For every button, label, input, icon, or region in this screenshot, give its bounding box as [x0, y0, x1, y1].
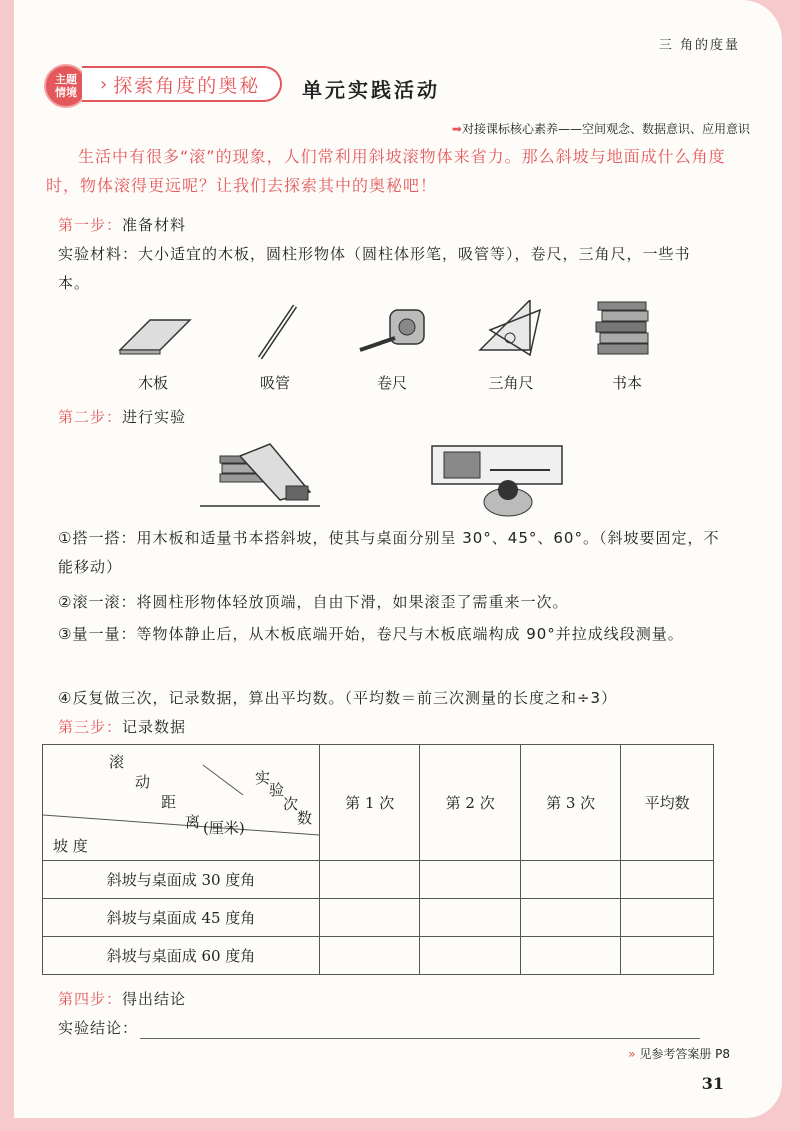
- hdr-roll-4: 离: [185, 813, 201, 831]
- materials-illustration: [110, 300, 670, 370]
- answer-reference: [628, 1045, 730, 1062]
- row-label-45: 斜坡与桌面成 45 度角: [43, 899, 320, 937]
- caption-books: 书本: [611, 374, 642, 392]
- chapter-header: 三 角的度量: [658, 38, 740, 53]
- core-literacy-note: [452, 120, 750, 137]
- step2-instruction-1: ①搭一搭：用木板和适量书本搭斜坡，使其与桌面分别呈 30°、45°、60°。（斜坡要固定，不能移动）: [58, 529, 720, 576]
- hdr-times-4: 数: [297, 809, 313, 827]
- col-header-4: 平均数: [621, 745, 714, 861]
- caption-straw: 吸管: [259, 374, 290, 392]
- core-note-text: 对接课标核心素养——空间观念、数据意识、应用意识: [461, 122, 750, 136]
- double-chevron-icon: »: [628, 1047, 636, 1061]
- diagonal-header-cell: [43, 745, 320, 861]
- experiment-illustration: [200, 434, 570, 518]
- tape-measure-icon: [360, 310, 424, 350]
- step4-label: 第四步：: [58, 990, 123, 1008]
- cell-60-avg[interactable]: [621, 937, 714, 975]
- step2-instruction-2: ②滚一滚：将圆柱形物体轻放顶端，自由下滑，如果滚歪了需重来一次。: [58, 593, 569, 611]
- row-label-30: 斜坡与桌面成 30 度角: [43, 861, 320, 899]
- step1-heading: [58, 214, 186, 235]
- answer-ref-text: 见参考答案册 P8: [639, 1047, 730, 1061]
- cell-30-1[interactable]: [320, 861, 420, 899]
- banner-text: 探索角度的奥秘: [113, 74, 261, 97]
- cell-45-3[interactable]: [520, 899, 620, 937]
- chevron-right-icon: ›: [100, 73, 110, 95]
- caption-triangle-ruler: 三角尺: [488, 374, 534, 392]
- step3-label: 第三步：: [58, 718, 123, 736]
- data-table: [42, 744, 714, 975]
- step2-label: 第二步：: [58, 408, 123, 426]
- table-row: [43, 899, 714, 937]
- hdr-unit: (厘米): [203, 819, 245, 837]
- row-label-60: 斜坡与桌面成 60 度角: [43, 937, 320, 975]
- step2-instruction-3: ③量一量：等物体静止后，从木板底端开始，卷尺与木板底端构成 90°并拉成线段测量。: [58, 625, 684, 643]
- badge-bottom-text: 情境: [55, 86, 77, 99]
- page-title: 单元实践活动: [302, 78, 440, 102]
- hdr-times-2: 验: [269, 781, 285, 799]
- col-header-2: 第 2 次: [420, 745, 520, 861]
- hdr-times-1: 实: [255, 769, 271, 787]
- hdr-slope: 坡 度: [53, 837, 88, 855]
- materials-text: 实验材料：大小适宜的木板，圆柱形物体（圆柱体形笔，吸管等），卷尺，三角尺，一些书本。: [58, 245, 691, 292]
- measuring-setup-icon: [432, 446, 562, 516]
- hdr-roll-1: 滚: [109, 753, 125, 771]
- cell-30-2[interactable]: [420, 861, 520, 899]
- cell-60-2[interactable]: [420, 937, 520, 975]
- col-header-1: 第 1 次: [320, 745, 420, 861]
- conclusion-answer-line[interactable]: [140, 1038, 700, 1039]
- col-header-3: 第 3 次: [520, 745, 620, 861]
- wooden-board-icon: [120, 320, 190, 354]
- step3-heading: [58, 716, 186, 737]
- step2-title: 进行实验: [122, 408, 187, 426]
- cell-45-2[interactable]: [420, 899, 520, 937]
- conclusion-label: 实验结论：: [58, 1019, 139, 1037]
- cell-60-1[interactable]: [320, 937, 420, 975]
- step1-label: 第一步：: [58, 216, 123, 234]
- table-row: [43, 937, 714, 975]
- theme-banner: [82, 66, 282, 102]
- page-number: 31: [701, 1074, 724, 1093]
- step2-instruction-4: ④反复做三次，记录数据，算出平均数。（平均数＝前三次测量的长度之和÷3）: [58, 689, 618, 707]
- step1-title: 准备材料: [122, 216, 187, 234]
- step3-title: 记录数据: [122, 718, 187, 736]
- step4-title: 得出结论: [122, 990, 187, 1008]
- step2-heading: [58, 406, 186, 427]
- slope-setup-icon: [200, 444, 320, 506]
- triangle-ruler-icon: [480, 300, 540, 355]
- cell-45-avg[interactable]: [621, 899, 714, 937]
- caption-tape-measure: 卷尺: [376, 374, 407, 392]
- books-icon: [596, 302, 648, 354]
- intro-paragraph: 生活中有很多“滚”的现象，人们常利用斜坡滚物体来省力。那么斜坡与地面成什么角度时，物体滚得更远呢？让我们去探索其中的奥秘吧！: [46, 147, 726, 195]
- badge-top-text: 主题: [55, 73, 77, 86]
- cell-60-3[interactable]: [520, 937, 620, 975]
- hdr-roll-3: 距: [161, 793, 177, 811]
- cell-45-1[interactable]: [320, 899, 420, 937]
- table-row: [43, 861, 714, 899]
- cell-30-3[interactable]: [520, 861, 620, 899]
- table-header-row: [43, 745, 714, 861]
- hdr-roll-2: 动: [135, 773, 151, 791]
- cell-30-avg[interactable]: [621, 861, 714, 899]
- step4-heading: [58, 988, 186, 1009]
- hdr-times-3: 次: [283, 795, 299, 813]
- arrow-right-icon: ➡: [451, 122, 462, 136]
- caption-board: 木板: [137, 374, 168, 392]
- straw-icon: [260, 306, 295, 358]
